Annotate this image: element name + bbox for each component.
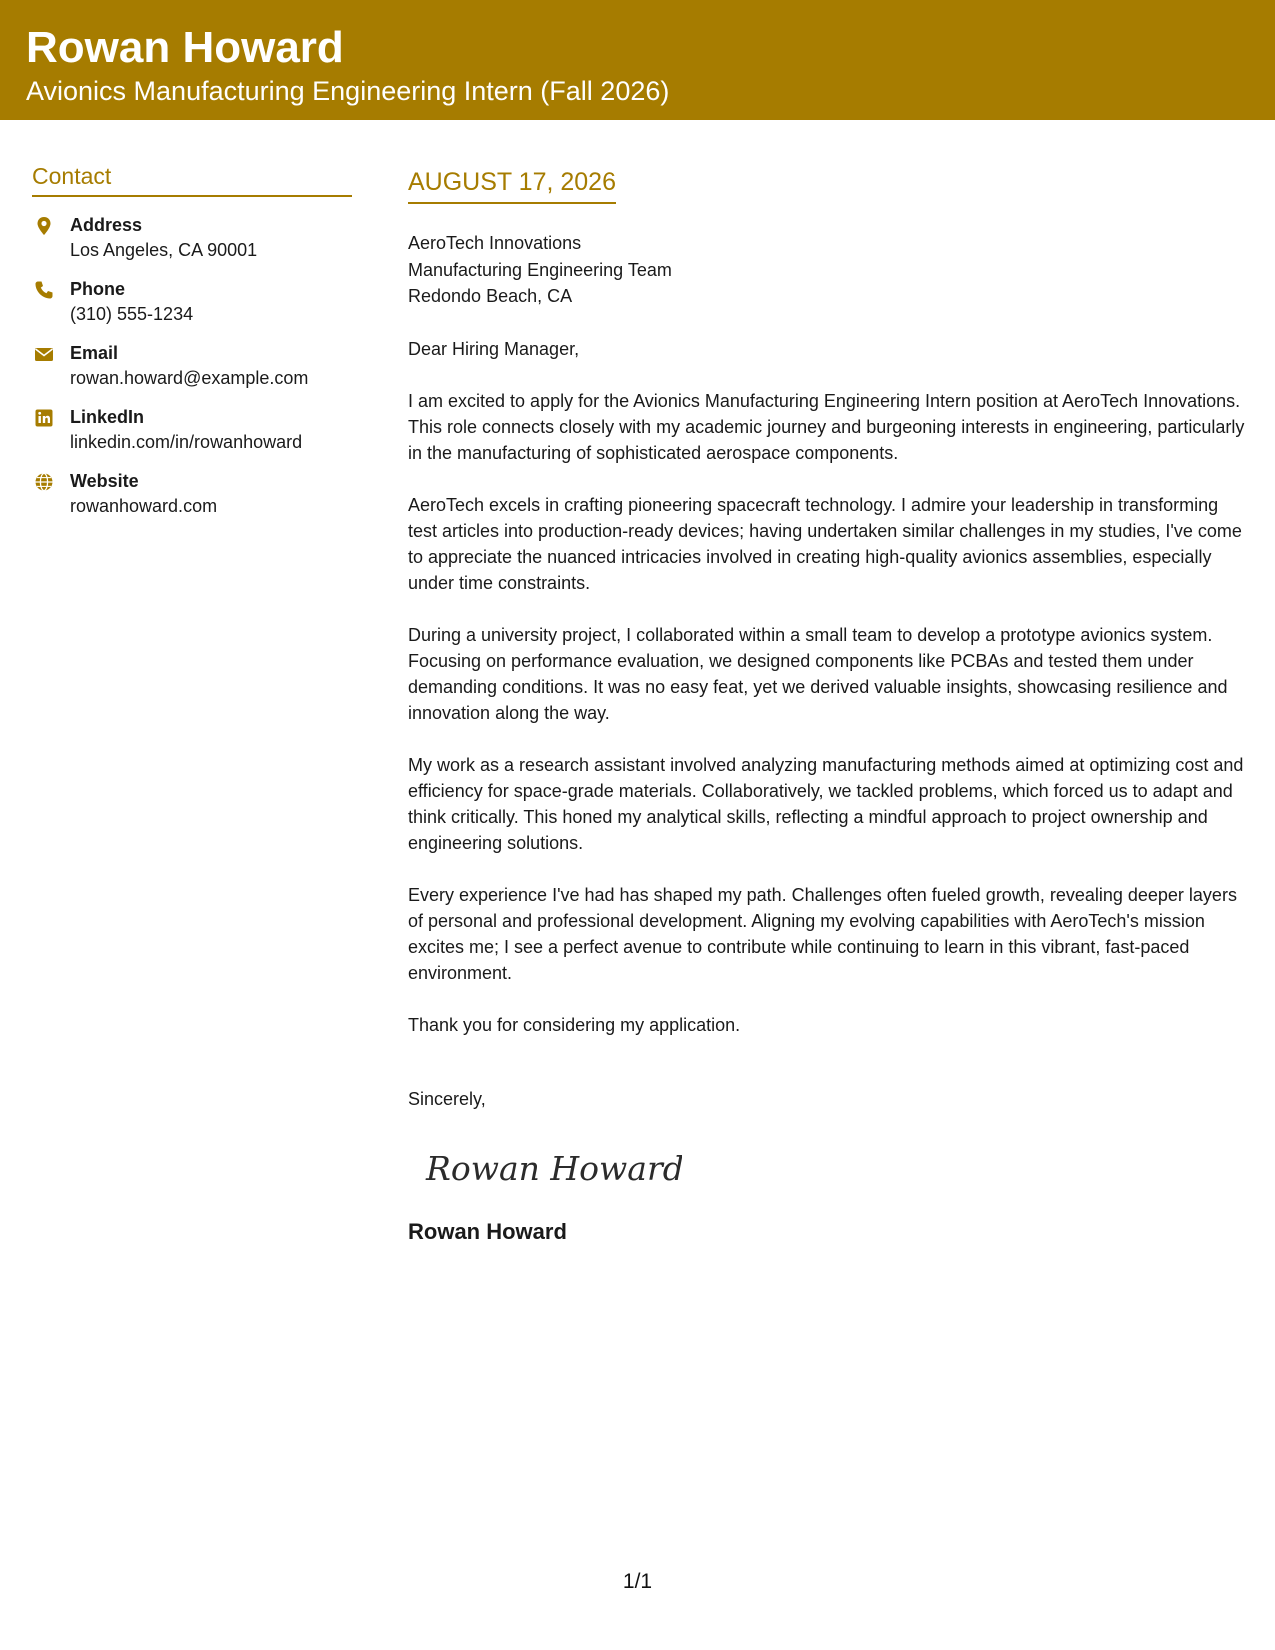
contact-website xyxy=(32,469,352,519)
paragraph: Every experience I've had has shaped my path. Challenges often fueled growth, revealing deeper layers of personal and professional development. Aligning my evolving capabilities with AeroTech's mission excites me; I see a perfect avenue to contribute while continuing to learn in this vibrant, fast-paced environment. xyxy=(408,884,1237,983)
phone-icon xyxy=(34,280,54,300)
contact-label: Address xyxy=(70,215,143,235)
contact-label: LinkedIn xyxy=(70,407,145,427)
contact-heading: Contact xyxy=(32,162,352,197)
contact-address xyxy=(32,213,352,263)
salutation: Dear Hiring Manager, xyxy=(408,338,580,359)
header-banner xyxy=(0,0,1275,120)
recipient-line: AeroTech Innovations xyxy=(408,233,582,253)
contact-email xyxy=(32,341,352,391)
contact-value: Los Angeles, CA 90001 xyxy=(70,240,258,260)
contact-label: Phone xyxy=(70,279,126,299)
contact-value: rowan.howard@example.com xyxy=(70,368,309,388)
globe-icon xyxy=(34,472,54,492)
contact-phone xyxy=(32,277,352,327)
contact-value: linkedin.com/in/rowanhoward xyxy=(70,432,303,452)
recipient-line: Manufacturing Engineering Team xyxy=(408,259,672,280)
contact-linkedin xyxy=(32,405,352,455)
handwritten-signature xyxy=(422,1138,682,1198)
recipient-block xyxy=(408,230,1248,310)
applicant-name: Rowan Howard xyxy=(26,23,344,72)
contact-label: Email xyxy=(70,343,119,363)
paragraph: I am excited to apply for the Avionics Manufacturing Engineering Intern position at AeroTech Innovations. This role connects closely with my academic journey and burgeoning interests in engineering, particularly in the manufacturing of sophisticated aerospace components. xyxy=(408,390,1245,463)
paragraph: During a university project, I collaborated within a small team to develop a prototype avionics system. Focusing on performance evaluation, we designed components like PCBAs and tested them under demanding conditions. It was no easy feat, yet we derived valuable insights, showcasing resilience and innovation along the way. xyxy=(408,624,1228,723)
contact-label: Website xyxy=(70,471,139,491)
letter-date: AUGUST 17, 2026 xyxy=(408,166,616,204)
contact-sidebar xyxy=(32,162,352,519)
paragraph: AeroTech excels in crafting pioneering spacecraft technology. I admire your leadership in transforming test articles into production-ready devices; having undertaken similar challenges in my studies, I've come to appreciate the nuanced intricacies involved in creating high-quality avionics assemblies, especially under time constraints. xyxy=(408,494,1242,593)
envelope-icon xyxy=(34,344,54,364)
page-number: 1/1 xyxy=(622,1570,653,1593)
linkedin-icon xyxy=(34,408,54,428)
paragraph: Thank you for considering my application. xyxy=(408,1014,741,1035)
letter-body xyxy=(408,166,1248,1245)
closing: Sincerely, xyxy=(408,1088,486,1109)
map-pin-icon xyxy=(34,216,54,236)
recipient-line: Redondo Beach, CA xyxy=(408,286,573,306)
signature-text: Rowan Howard xyxy=(426,1148,682,1188)
signer-name: Rowan Howard xyxy=(408,1218,567,1244)
position-title: Avionics Manufacturing Engineering Intern (Fall 2026) xyxy=(26,76,670,106)
contact-value: rowanhoward.com xyxy=(70,496,218,516)
contact-value: (310) 555-1234 xyxy=(70,304,194,324)
paragraph: My work as a research assistant involved analyzing manufacturing methods aimed at optimizing cost and efficiency for space-grade materials. Collaboratively, we tackled problems, which forced us to adapt and think critically. This honed my analytical skills, reflecting a mindful approach to project ownership and engineering solutions. xyxy=(408,754,1244,853)
